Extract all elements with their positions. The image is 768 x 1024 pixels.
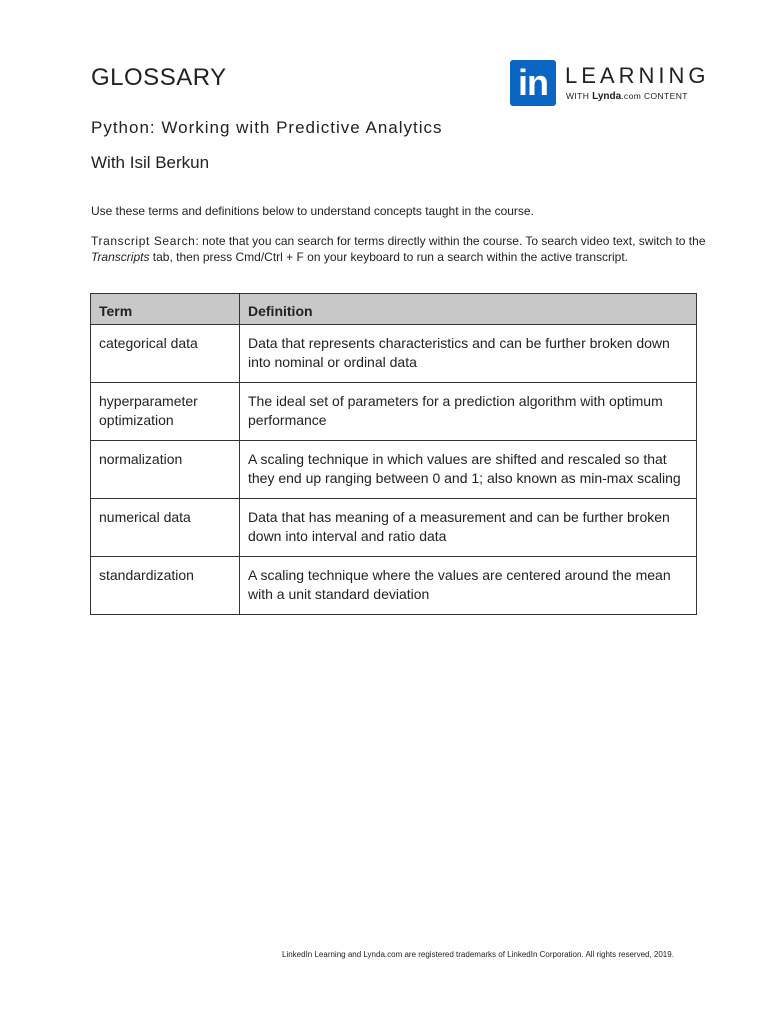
logo-wordmark: LEARNING bbox=[565, 63, 710, 88]
term-column-header: Term bbox=[91, 294, 240, 325]
linkedin-in-icon: in bbox=[510, 60, 556, 106]
table-row bbox=[91, 499, 697, 557]
logo-subline bbox=[566, 91, 688, 102]
transcripts-tab-name: Transcripts bbox=[91, 250, 150, 264]
glossary-table bbox=[90, 293, 697, 615]
term-cell: hyperparameter optimization bbox=[91, 383, 240, 441]
page-title: GLOSSARY bbox=[91, 64, 227, 91]
definition-cell: A scaling technique in which values are shifted and rescaled so that they end up ranging between 0 and 1; also known as min-max scaling bbox=[240, 441, 697, 499]
instructor-name: With Isil Berkun bbox=[91, 153, 210, 172]
transcript-text-1: : note that you can search for terms directly within the course. To search video text, switch to the bbox=[195, 234, 706, 248]
definition-cell: The ideal set of parameters for a prediction algorithm with optimum performance bbox=[240, 383, 697, 441]
transcript-search-note bbox=[91, 233, 711, 265]
term-cell: categorical data bbox=[91, 325, 240, 383]
course-title: Python: Working with Predictive Analytics bbox=[91, 118, 443, 137]
term-cell: normalization bbox=[91, 441, 240, 499]
table-header-row bbox=[91, 294, 697, 325]
term-cell: standardization bbox=[91, 557, 240, 615]
definition-column-header: Definition bbox=[240, 294, 697, 325]
logo-sub-brand: Lynda bbox=[592, 91, 622, 102]
footer-trademark: LinkedIn Learning and Lynda.com are registered trademarks of LinkedIn Corporation. All rights reserved, 2019. bbox=[282, 950, 674, 959]
linkedin-learning-logo bbox=[510, 60, 710, 106]
table-row bbox=[91, 441, 697, 499]
term-cell: numerical data bbox=[91, 499, 240, 557]
definition-cell: Data that represents characteristics and can be further broken down into nominal or ordinal data bbox=[240, 325, 697, 383]
table-row bbox=[91, 383, 697, 441]
table-row bbox=[91, 557, 697, 615]
logo-sub-suffix: .com CONTENT bbox=[621, 91, 688, 101]
transcript-text-2: tab, then press Cmd/Ctrl + F on your keyboard to run a search within the active transcript. bbox=[149, 250, 629, 264]
table-row bbox=[91, 325, 697, 383]
intro-text: Use these terms and definitions below to understand concepts taught in the course. bbox=[91, 204, 534, 218]
definition-cell: Data that has meaning of a measurement and can be further broken down into interval and ratio data bbox=[240, 499, 697, 557]
transcript-search-label: Transcript Search bbox=[91, 234, 196, 248]
definition-cell: A scaling technique where the values are centered around the mean with a unit standard deviation bbox=[240, 557, 697, 615]
logo-sub-prefix: WITH bbox=[566, 91, 590, 101]
